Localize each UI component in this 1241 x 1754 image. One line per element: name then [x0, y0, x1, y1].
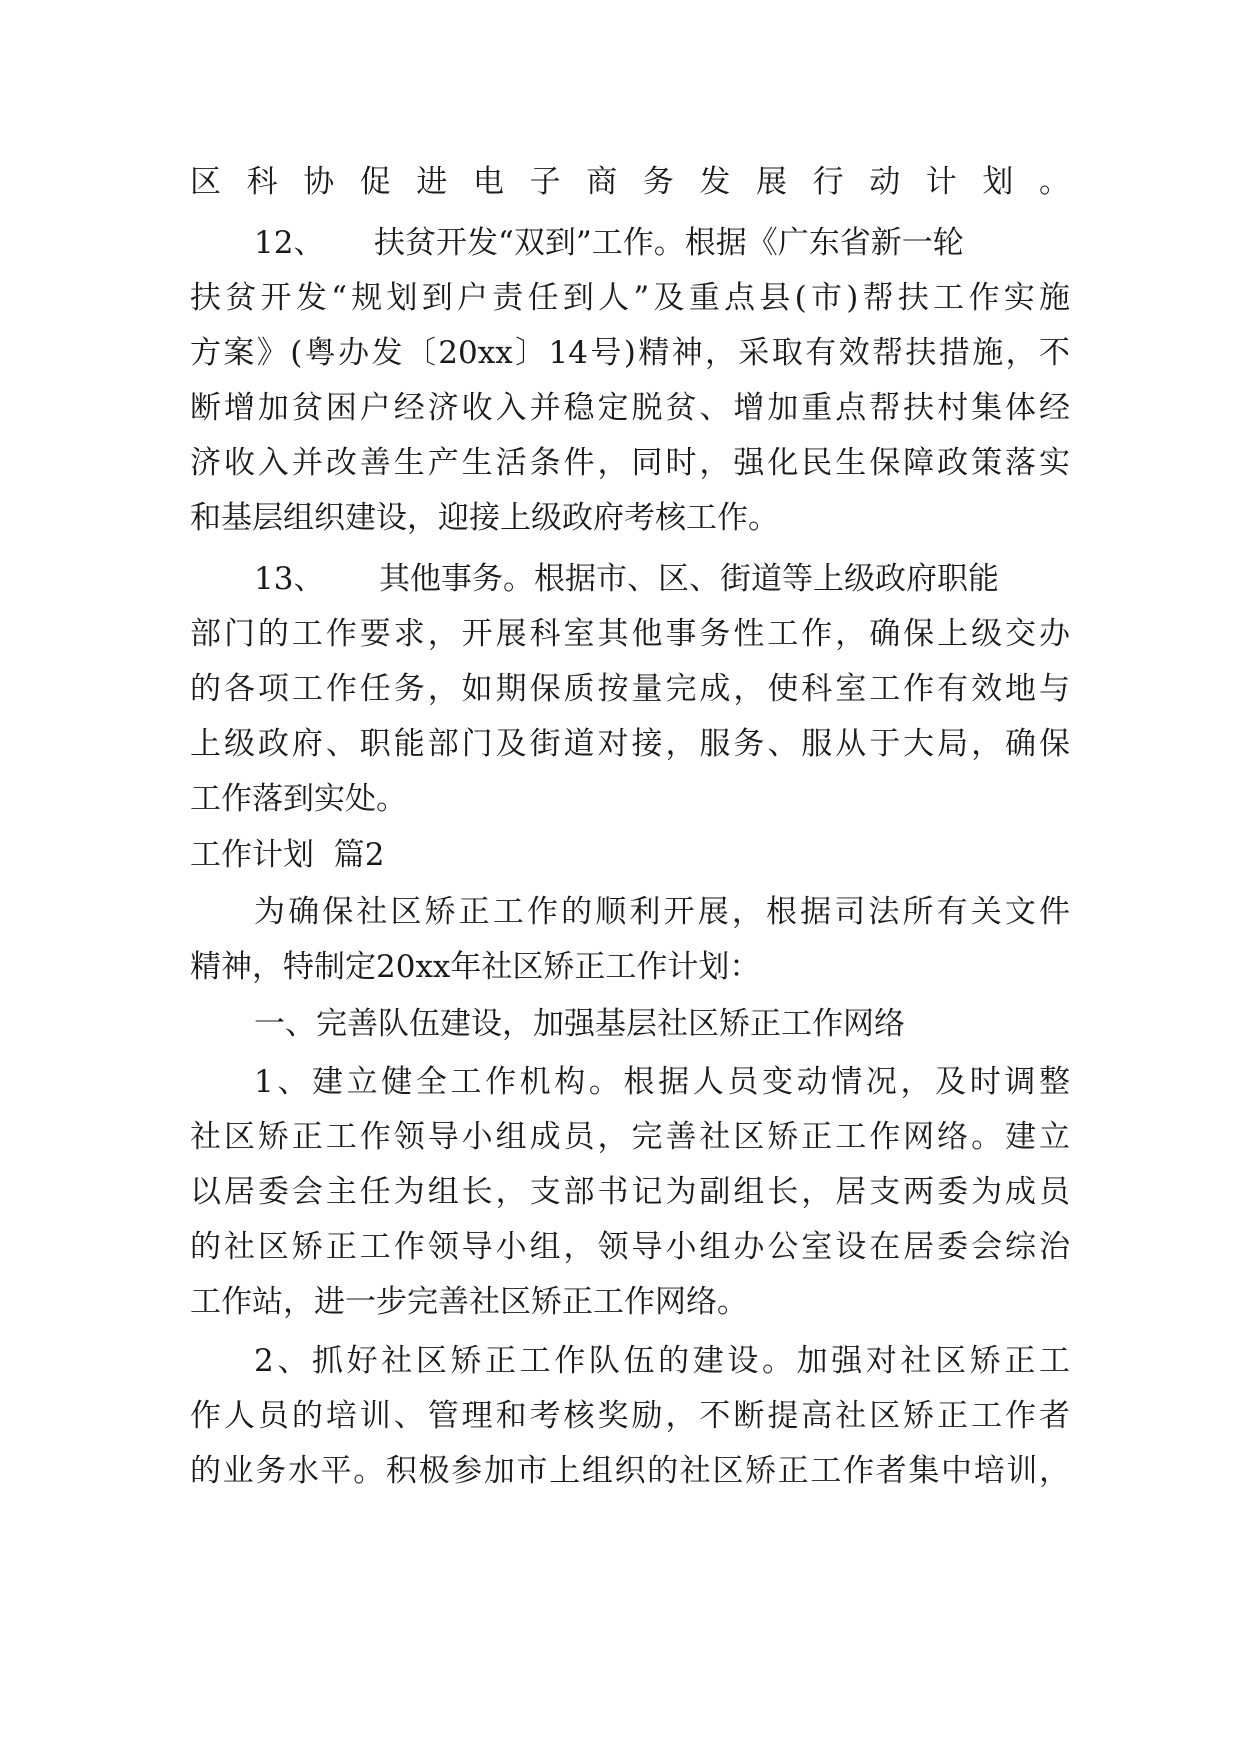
subsection-heading: 一、完善队伍建设，加强基层社区矫正工作网络: [254, 1006, 905, 1042]
text-line: 1、建立健全工作机构。根据人员变动情况，及时调整: [254, 1064, 1070, 1100]
text-line: 作人员的培训、管理和考核奖励，不断提高社区矫正工作者: [190, 1398, 1070, 1434]
text-line: 和基层组织建设，迎接上级政府考核工作。: [190, 500, 779, 536]
text-line: 部门的工作要求，开展科室其他事务性工作，确保上级交办: [190, 616, 1070, 652]
text-line: 的业务水平。积极参加市上组织的社区矫正工作者集中培训，: [190, 1453, 1070, 1489]
section-heading: 工作计划 篇2: [190, 837, 385, 873]
text-line: 工作落到实处。: [190, 781, 407, 817]
text-line: 的各项工作任务，如期保质按量完成，使科室工作有效地与: [190, 671, 1070, 707]
text-line: 方案》(粤办发〔20xx〕14号)精神，采取有效帮扶措施，不: [190, 335, 1070, 371]
text-line: 上级政府、职能部门及街道对接，服务、服从于大局，确保: [190, 726, 1070, 762]
text-line: 以居委会主任为组长，支部书记为副组长，居支两委为成员: [190, 1174, 1070, 1210]
numbered-item-13: [254, 549, 1070, 609]
text-line: 济收入并改善生产生活条件，同时，强化民生保障政策落实: [190, 445, 1070, 481]
item-number: 12、: [254, 225, 325, 261]
text-line: 精神，特制定20xx年社区矫正工作计划：: [190, 949, 761, 985]
text-line: 区科协促进电子商务发展行动计划。: [190, 164, 1070, 200]
text-line: 的社区矫正工作领导小组，领导小组办公室设在居委会综治: [190, 1229, 1070, 1265]
text-line: 扶贫开发“双到”工作。根据《广东省新一轮: [374, 225, 964, 261]
text-line: 断增加贫困户经济收入并稳定脱贫、增加重点帮扶村集体经: [190, 390, 1070, 426]
text-line: 社区矫正工作领导小组成员，完善社区矫正工作网络。建立: [190, 1119, 1070, 1155]
text-line: 扶贫开发“规划到户责任到人”及重点县(市)帮扶工作实施: [190, 280, 1070, 316]
item-number: 13、: [254, 561, 325, 597]
text-line: 其他事务。根据市、区、街道等上级政府职能: [379, 561, 999, 597]
numbered-item-12: [254, 213, 1070, 273]
text-line: 为确保社区矫正工作的顺利开展，根据司法所有关文件: [254, 894, 1070, 930]
text-line: 工作站，进一步完善社区矫正工作网络。: [190, 1284, 748, 1320]
text-line: 2、抓好社区矫正工作队伍的建设。加强对社区矫正工: [254, 1343, 1070, 1379]
